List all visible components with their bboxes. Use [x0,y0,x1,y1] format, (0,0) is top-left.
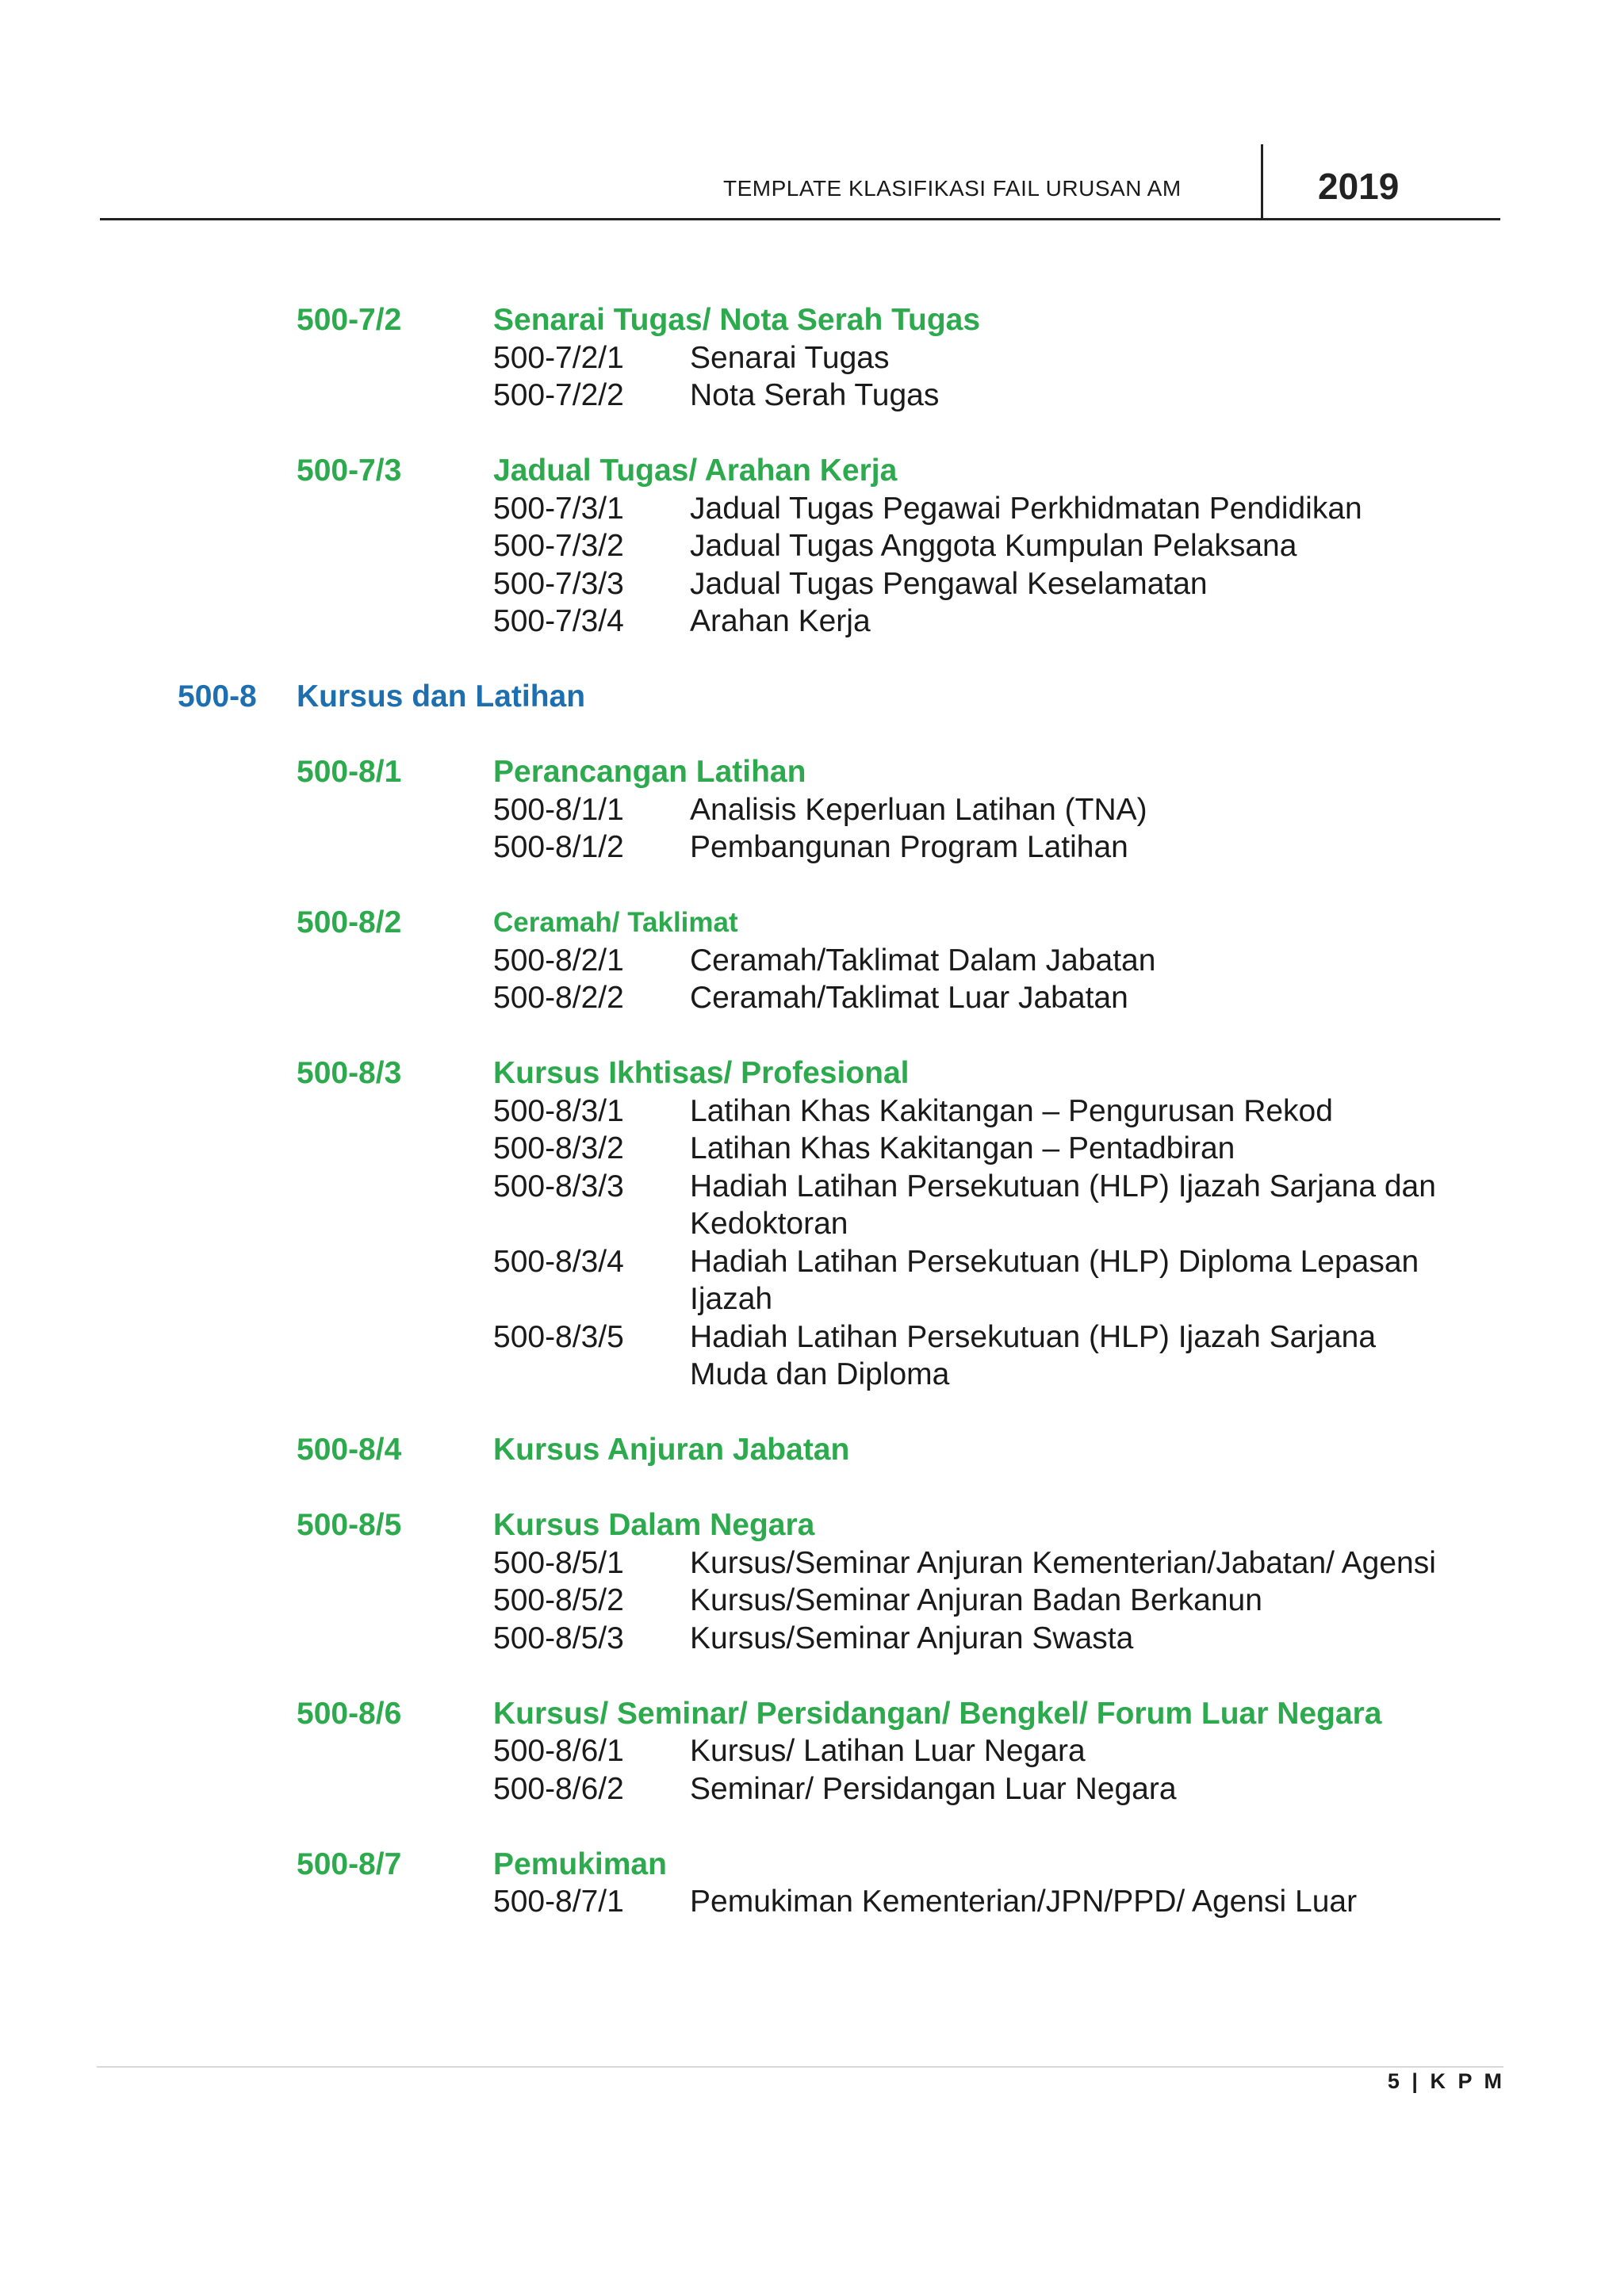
file-title: Senarai Tugas [690,340,890,375]
file-code: 500-8/2/2 [493,981,624,1015]
file-title: Kursus/Seminar Anjuran Swasta [690,1621,1134,1655]
file-code: 500-7/2/2 [493,378,624,412]
file-code: 500-7/2/1 [493,340,624,375]
main-section-title: Kursus dan Latihan [297,679,586,714]
file-title: Arahan Kerja [690,604,871,638]
section-heading [0,452,1624,490]
section-heading [0,1846,1624,1884]
file-title: Latihan Khas Kakitangan – Pentadbiran [690,1131,1235,1165]
file-title: Kursus/ Latihan Luar Negara [690,1734,1086,1768]
file-entry [0,1243,1624,1281]
file-entry [0,1544,1624,1582]
file-entry [0,942,1624,980]
file-title: Ceramah/Taklimat Dalam Jabatan [690,943,1156,978]
file-title: Hadiah Latihan Persekutuan (HLP) Ijazah Sarjana [690,1319,1377,1354]
file-entry [0,1620,1624,1658]
main-section-heading [0,678,1624,716]
section-title: Perancangan Latihan [493,755,806,789]
file-title: Ceramah/Taklimat Luar Jabatan [690,981,1128,1015]
section-heading [0,301,1624,339]
file-entry [0,1093,1624,1131]
section-heading [0,1695,1624,1733]
file-code: 500-8/2/1 [493,943,624,978]
file-entry [0,1770,1624,1808]
file-entry [0,1318,1624,1357]
file-title: Kursus/Seminar Anjuran Badan Berkanun [690,1583,1262,1617]
document-year: 2019 [1318,166,1400,207]
section-title: Kursus Ikhtisas/ Profesional [493,1056,910,1090]
file-code: 500-8/3/4 [493,1244,624,1279]
file-code: 500-8/3/5 [493,1319,624,1354]
file-title: Pemukiman Kementerian/JPN/PPD/ Agensi Luar [690,1885,1358,1919]
file-title: Hadiah Latihan Persekutuan (HLP) Diploma Lepasan [690,1244,1419,1279]
file-entry-continuation [0,1356,1624,1394]
section-code: 500-8/2 [297,905,402,939]
section-heading [0,1431,1624,1469]
section-code: 500-8/5 [297,1508,402,1542]
section-heading [0,1506,1624,1544]
file-code: 500-7/3/1 [493,491,624,526]
file-entry [0,490,1624,528]
file-code: 500-8/7/1 [493,1885,624,1919]
file-code: 500-8/5/1 [493,1545,624,1580]
section-heading [0,1054,1624,1093]
file-title: Jadual Tugas Anggota Kumpulan Pelaksana [690,529,1297,563]
file-entry [0,979,1624,1017]
file-entry-continuation [0,1205,1624,1243]
document-header-title: TEMPLATE KLASIFIKASI FAIL URUSAN AM [723,176,1182,201]
file-title-continuation: Ijazah [690,1282,773,1316]
file-entry [0,1168,1624,1206]
header-rule [100,218,1500,220]
section-code: 500-7/3 [297,453,402,488]
classification-list [0,301,1624,1921]
section-title: Jadual Tugas/ Arahan Kerja [493,453,898,488]
file-title: Analisis Keperluan Latihan (TNA) [690,792,1147,827]
section-title: Ceramah/ Taklimat [493,907,738,938]
file-title: Hadiah Latihan Persekutuan (HLP) Ijazah Sarjana dan [690,1169,1436,1203]
file-code: 500-7/3/3 [493,566,624,601]
file-title: Jadual Tugas Pengawal Keselamatan [690,566,1208,601]
section-code: 500-7/2 [297,303,402,337]
file-entry [0,377,1624,415]
section-heading [0,753,1624,791]
main-section-code: 500-8 [178,679,257,714]
file-title: Seminar/ Persidangan Luar Negara [690,1771,1177,1806]
file-entry [0,565,1624,603]
file-code: 500-8/6/1 [493,1734,624,1768]
file-entry [0,791,1624,829]
file-title: Nota Serah Tugas [690,378,940,412]
section-title: Pemukiman [493,1846,667,1881]
file-code: 500-8/3/1 [493,1093,624,1128]
file-title-continuation: Muda dan Diploma [690,1357,950,1391]
file-code: 500-8/3/2 [493,1131,624,1165]
section-code: 500-8/4 [297,1433,402,1467]
file-entry [0,1732,1624,1770]
file-code: 500-8/5/2 [493,1583,624,1617]
section-title: Kursus Anjuran Jabatan [493,1433,850,1467]
section-code: 500-8/1 [297,755,402,789]
file-entry [0,1883,1624,1921]
file-title-continuation: Kedoktoran [690,1207,848,1241]
section-title: Kursus Dalam Negara [493,1508,815,1542]
file-code: 500-8/5/3 [493,1621,624,1655]
section-code: 500-8/7 [297,1846,402,1881]
file-entry [0,339,1624,377]
file-title: Kursus/Seminar Anjuran Kementerian/Jabatan/ Agensi [690,1545,1436,1580]
file-entry [0,1582,1624,1620]
file-entry [0,828,1624,867]
file-title: Pembangunan Program Latihan [690,830,1128,864]
file-entry [0,603,1624,641]
file-title: Latihan Khas Kakitangan – Pengurusan Rekod [690,1093,1333,1128]
file-code: 500-7/3/2 [493,529,624,563]
file-code: 500-8/1/1 [493,792,624,827]
header-divider [1261,144,1263,220]
section-title: Senarai Tugas/ Nota Serah Tugas [493,303,981,337]
footer-rule [97,2066,1503,2068]
section-code: 500-8/6 [297,1696,402,1731]
file-code: 500-8/3/3 [493,1169,624,1203]
page-number: 5 | K P M [1387,2069,1505,2093]
file-code: 500-7/3/4 [493,604,624,638]
section-title: Kursus/ Seminar/ Persidangan/ Bengkel/ Forum Luar Negara [493,1696,1382,1731]
file-code: 500-8/6/2 [493,1771,624,1806]
section-heading [0,904,1624,942]
file-code: 500-8/1/2 [493,830,624,864]
section-code: 500-8/3 [297,1056,402,1090]
file-entry-continuation [0,1280,1624,1318]
file-entry [0,527,1624,565]
file-title: Jadual Tugas Pegawai Perkhidmatan Pendidikan [690,491,1362,526]
file-entry [0,1130,1624,1168]
